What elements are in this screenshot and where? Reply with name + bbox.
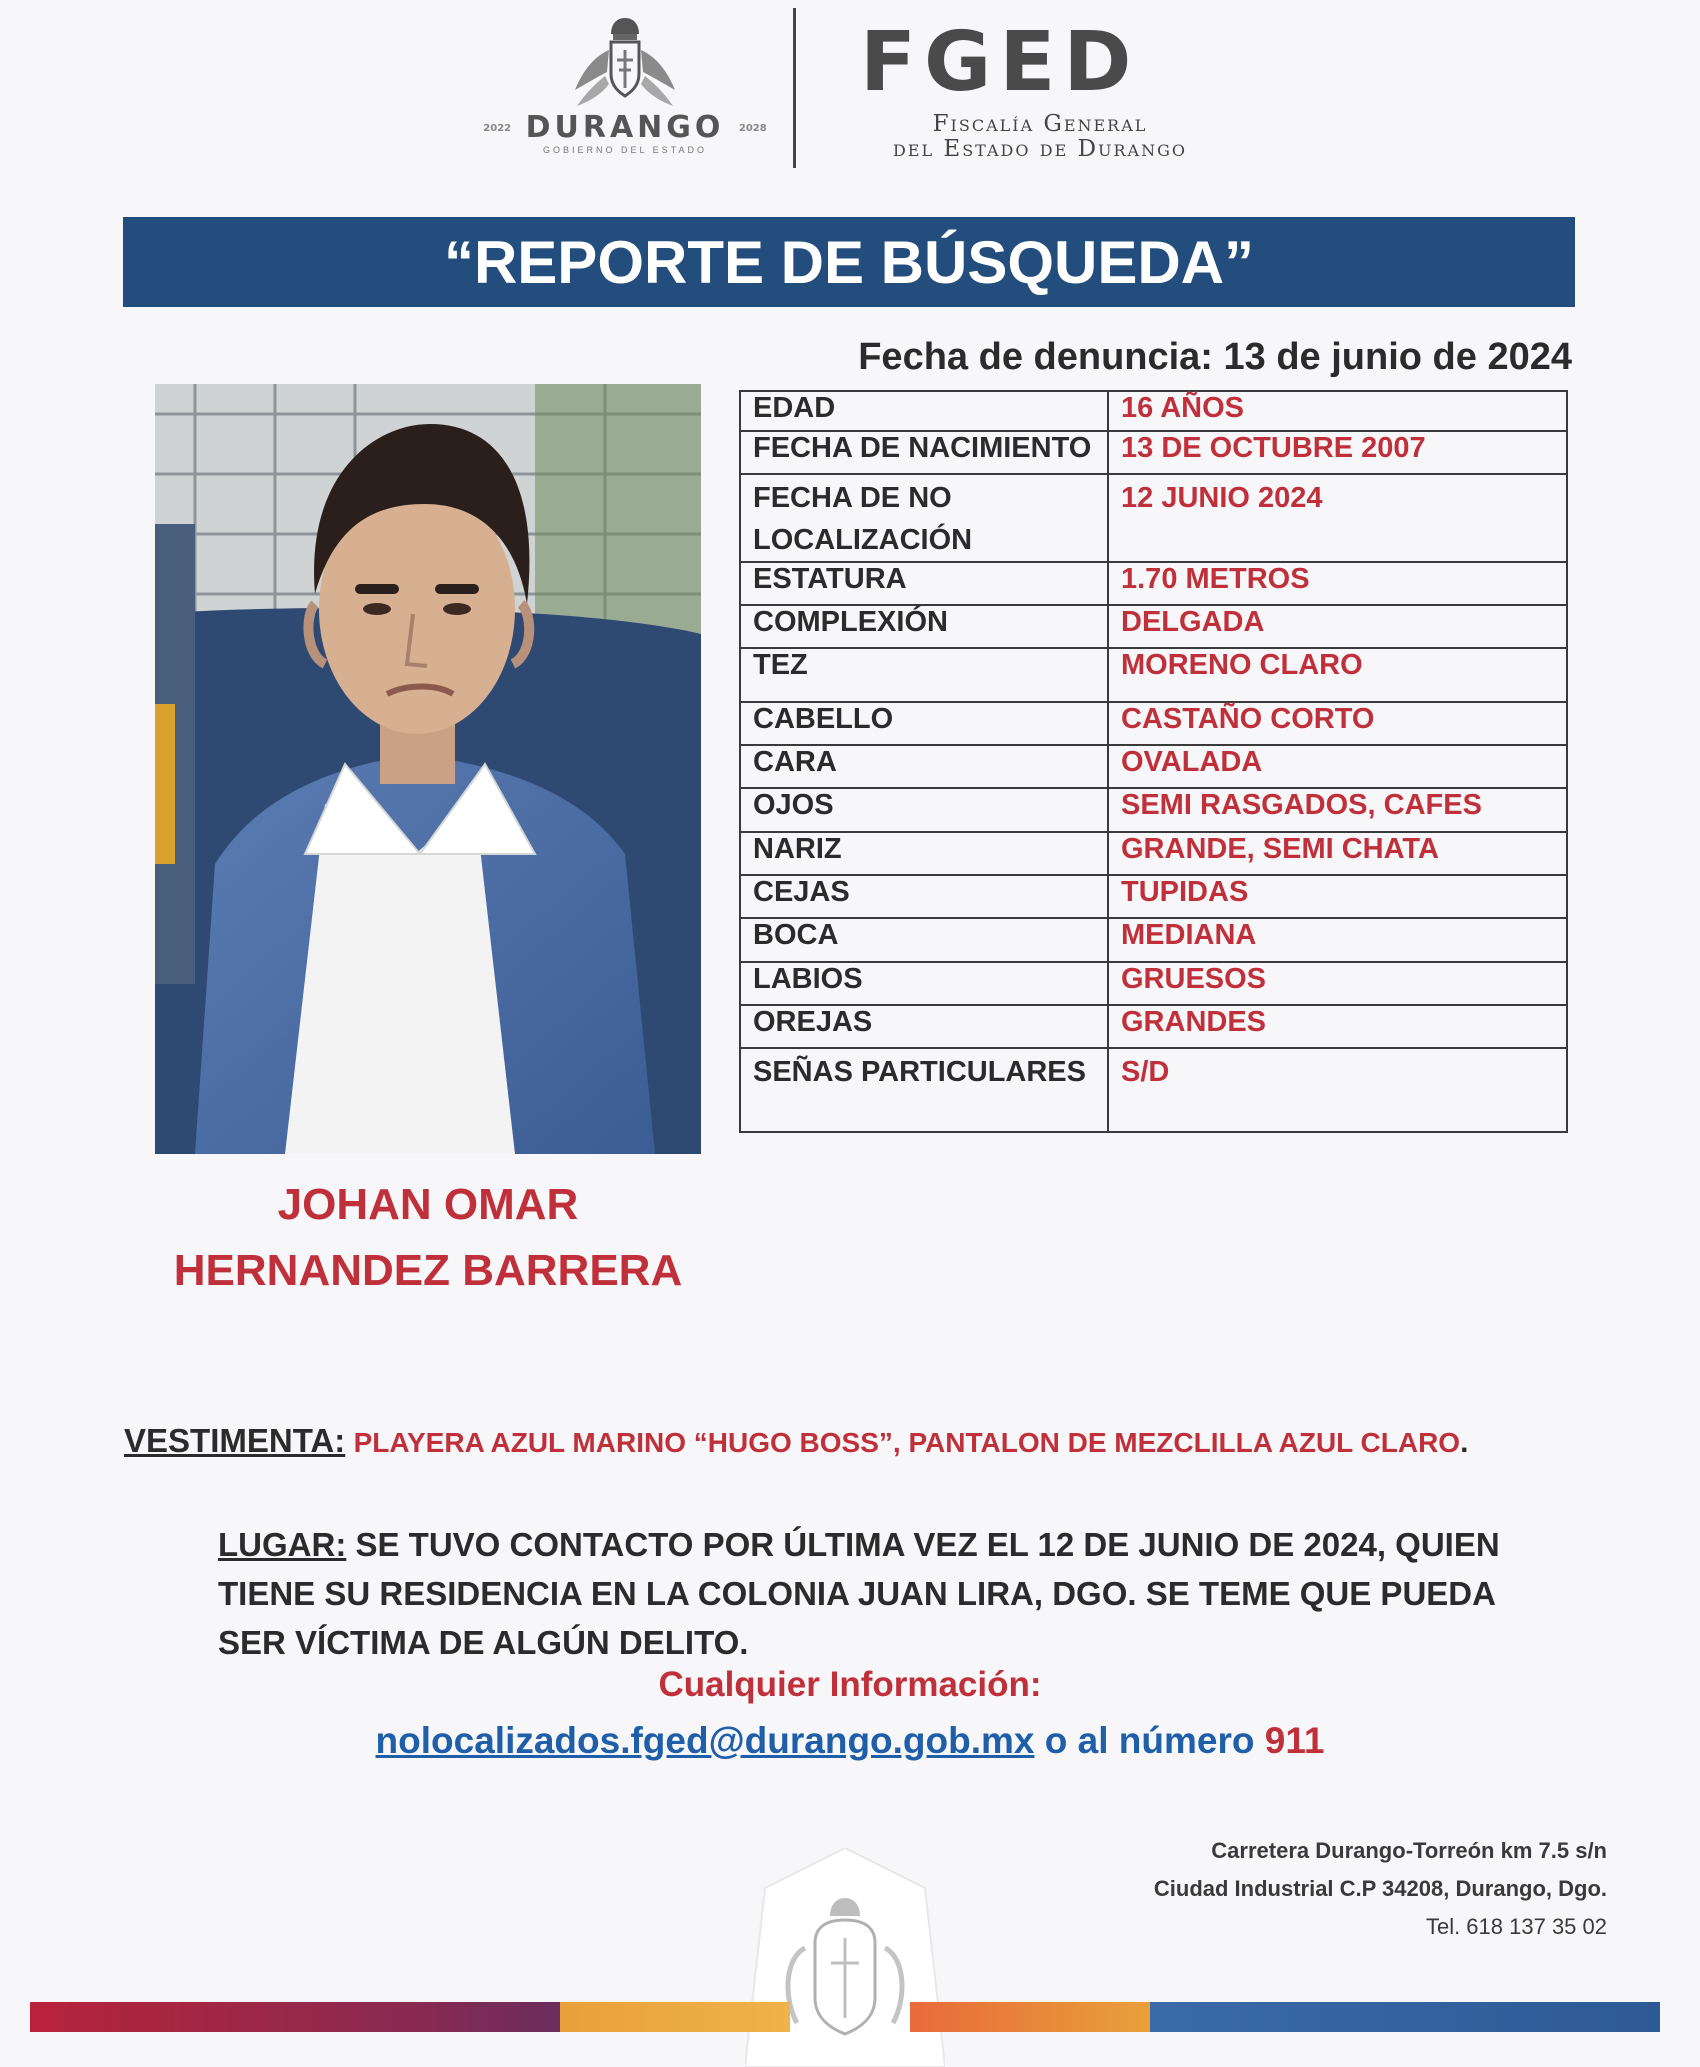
table-row bbox=[740, 562, 1567, 605]
table-row bbox=[740, 788, 1567, 832]
table-row bbox=[740, 1005, 1567, 1048]
table-row bbox=[740, 431, 1567, 474]
table-row bbox=[740, 605, 1567, 648]
detail-label: FECHA DE NO LOCALIZACIÓN bbox=[740, 474, 1108, 562]
detail-label: TEZ bbox=[740, 648, 1108, 702]
detail-label: FECHA DE NACIMIENTO bbox=[740, 431, 1108, 474]
detail-label: NARIZ bbox=[740, 832, 1108, 875]
durango-crest-icon bbox=[565, 10, 685, 110]
office-phone: Tel. 618 137 35 02 bbox=[1425, 1914, 1607, 1939]
table-row bbox=[740, 832, 1567, 875]
stripe-segment bbox=[1150, 2002, 1660, 2032]
missing-person-photo bbox=[155, 384, 701, 1154]
header-divider bbox=[793, 8, 796, 168]
durango-wordmark: 2022 DURANGO 2028 bbox=[483, 110, 767, 145]
location-text: SE TUVO CONTACTO POR ÚLTIMA VEZ EL 12 DE JUNIO DE 2024, QUIEN TIENE SU RESIDENCIA EN LA COLONIA JUAN LIRA, DGO. SE TEME QUE PUEDA SER VÍCTIMA DE ALGÚN DELITO. bbox=[218, 1526, 1500, 1661]
detail-value: GRANDE, SEMI CHATA bbox=[1108, 832, 1567, 875]
fged-subtitle: Fiscalía General del Estado de Durango bbox=[892, 111, 1188, 163]
state-emblem-icon bbox=[745, 1848, 945, 2067]
contact-line: nolocalizados.fged@durango.gob.mx o al número 911 bbox=[375, 1720, 1325, 1761]
contact-email-link[interactable]: nolocalizados.fged@durango.gob.mx bbox=[375, 1720, 1035, 1761]
fged-logo bbox=[860, 15, 1240, 163]
details-table bbox=[739, 390, 1568, 1133]
detail-value: 1.70 METROS bbox=[1108, 562, 1567, 605]
detail-label: COMPLEXIÓN bbox=[740, 605, 1108, 648]
detail-label: CARA bbox=[740, 745, 1108, 788]
clothing-value: PLAYERA AZUL MARINO “HUGO BOSS”, PANTALON DE MEZCLILLA AZUL CLARO bbox=[353, 1427, 1461, 1458]
detail-value: GRANDES bbox=[1108, 1005, 1567, 1048]
portrait-illustration bbox=[155, 384, 701, 1154]
detail-value: MEDIANA bbox=[1108, 918, 1567, 962]
clothing-label: VESTIMENTA: bbox=[124, 1422, 346, 1459]
detail-value: 16 AÑOS bbox=[1108, 391, 1567, 431]
detail-value: CASTAÑO CORTO bbox=[1108, 702, 1567, 745]
table-row bbox=[740, 474, 1567, 562]
table-row bbox=[740, 962, 1567, 1005]
emergency-number: 911 bbox=[1264, 1720, 1325, 1761]
detail-value: TUPIDAS bbox=[1108, 875, 1567, 918]
stripe-segment bbox=[30, 2002, 560, 2032]
detail-label: LABIOS bbox=[740, 962, 1108, 1005]
durango-subtitle: GOBIERNO DEL ESTADO bbox=[542, 145, 708, 155]
detail-value: 13 DE OCTUBRE 2007 bbox=[1108, 431, 1567, 474]
detail-label: ESTATURA bbox=[740, 562, 1108, 605]
detail-value: OVALADA bbox=[1108, 745, 1567, 788]
table-row bbox=[740, 1048, 1567, 1132]
durango-government-logo bbox=[480, 10, 770, 170]
table-row bbox=[740, 745, 1567, 788]
footer-color-stripe bbox=[30, 2002, 1660, 2032]
stripe-segment bbox=[910, 2002, 1150, 2032]
detail-value: S/D bbox=[1108, 1048, 1567, 1132]
detail-value: DELGADA bbox=[1108, 605, 1567, 648]
missing-person-name: JOHAN OMAR HERNANDEZ BARRERA bbox=[173, 1180, 683, 1295]
table-row bbox=[740, 875, 1567, 918]
detail-value: MORENO CLARO bbox=[1108, 648, 1567, 702]
detail-label: EDAD bbox=[740, 391, 1108, 431]
clothing-description: VESTIMENTA: PLAYERA AZUL MARINO “HUGO BOSS”, PANTALON DE MEZCLILLA AZUL CLARO. bbox=[124, 1422, 1469, 1459]
detail-label: CEJAS bbox=[740, 875, 1108, 918]
table-row bbox=[740, 702, 1567, 745]
location-description bbox=[218, 1520, 1568, 1667]
detail-label: OREJAS bbox=[740, 1005, 1108, 1048]
report-title-banner: “REPORTE DE BÚSQUEDA” bbox=[123, 217, 1575, 307]
detail-value: 12 JUNIO 2024 bbox=[1108, 474, 1567, 562]
table-row bbox=[740, 918, 1567, 962]
report-date: Fecha de denuncia: 13 de junio de 2024 bbox=[858, 336, 1572, 378]
office-address: Carretera Durango-Torreón km 7.5 s/n Ciudad Industrial C.P 34208, Durango, Dgo. Tel. 618 137 35 02 bbox=[1154, 1832, 1607, 1946]
detail-value: SEMI RASGADOS, CAFES bbox=[1108, 788, 1567, 832]
detail-label: CABELLO bbox=[740, 702, 1108, 745]
detail-value: GRUESOS bbox=[1108, 962, 1567, 1005]
table-row bbox=[740, 391, 1567, 431]
table-row bbox=[740, 648, 1567, 702]
fged-title: FGED bbox=[860, 15, 1140, 110]
any-information-heading: Cualquier Información: bbox=[658, 1665, 1042, 1704]
location-label: LUGAR: bbox=[218, 1526, 347, 1563]
stripe-segment bbox=[560, 2002, 790, 2032]
detail-label: SEÑAS PARTICULARES bbox=[740, 1048, 1108, 1132]
detail-label: BOCA bbox=[740, 918, 1108, 962]
detail-label: OJOS bbox=[740, 788, 1108, 832]
